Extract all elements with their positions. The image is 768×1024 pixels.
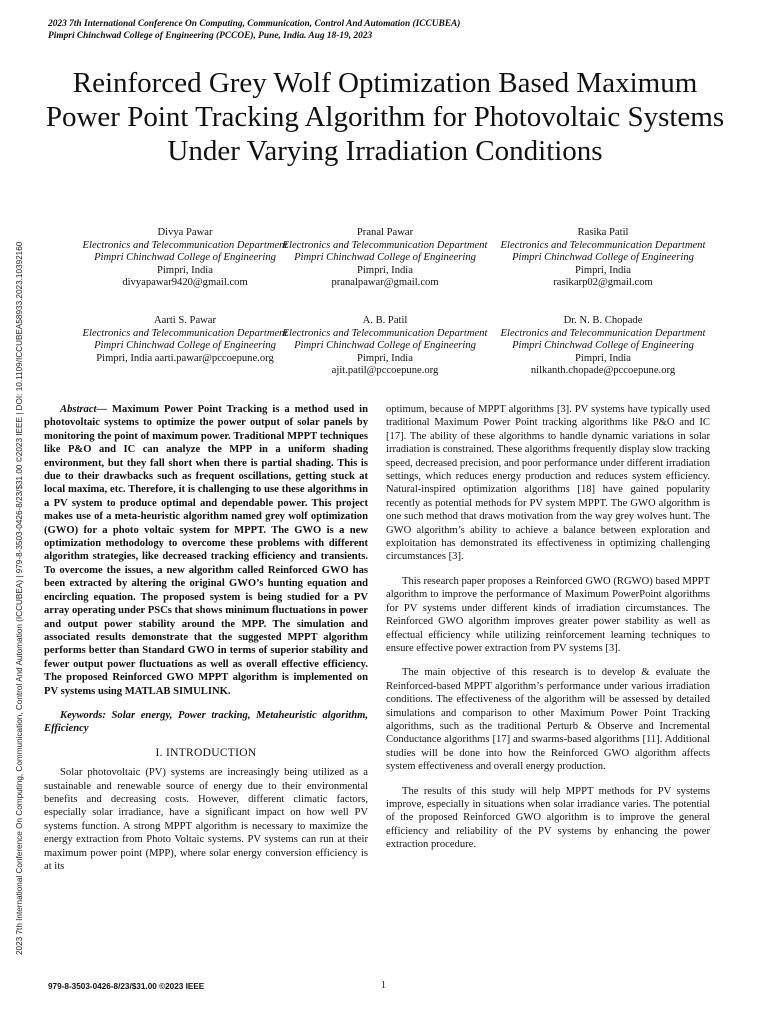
body-paragraph: The results of this study will help MPPT methods for PV systems improve, especially in situations when solar irradiance varies. The potential of the proposed Reinforced GWO algorithm is to improve the general efficiency and reliability of the PV systems by enhancing the power extraction procedure. [386,785,710,851]
author-block [70,315,300,365]
author-location: Pimpri, India [157,264,213,276]
page-number: 1 [381,980,386,991]
author-email: divyapawar9420@gmail.com [122,277,248,289]
body-paragraph: The main objective of this research is to develop & evaluate the Reinforced-based MPPT algorithm’s performance under various irradiation conditions. The effectiveness of the algorithm will be assessed by detailed simulations and comparison to other Maximum Power Point Tracking algorithms, such as the traditional Perturb & Observe and Incremental Conductance algorithms [17] and swarms-based algorithms [11]. Additional studies will be done into how the Reinforced GWO algorithm affects system effectiveness and overall energy production. [386,667,710,773]
author-college: Pimpri Chinchwad College of Engineering [94,340,276,352]
author-block [270,227,500,290]
author-college: Pimpri Chinchwad College of Engineering [512,252,694,264]
author-block [488,227,718,290]
paper-title: Reinforced Grey Wolf Optimization Based Maximum Power Point Tracking Algorithm for Photovoltaic Systems Under Varying Irradiation Conditions [45,67,725,167]
conference-header [48,18,460,42]
abstract-label: Abstract— [60,404,108,415]
author-email: rasikarp02@gmail.com [553,277,653,289]
author-location: Pimpri, India [575,264,631,276]
author-name: Rasika Patil [577,227,629,238]
footer-isbn: 979-8-3503-0426-8/23/$31.00 ©2023 IEEE [48,982,205,991]
author-department: Electronics and Telecommunication Department [282,239,488,251]
author-college: Pimpri Chinchwad College of Engineering [94,252,276,264]
intro-paragraph: Solar photovoltaic (PV) systems are increasingly being utilized as a sustainable and renewable source of energy due to their environmental benefits and decreasing costs. However, different climatic factors, especially solar irradiance, have a significant impact on how well PV systems function. A strong MPPT algorithm is necessary to maximize the energy extraction from Photo Voltaic systems. PV systems can run at their maximum power point (MPP), where solar energy conversion efficiency is at its [44,767,368,872]
author-block [270,315,500,378]
author-department: Electronics and Telecommunication Department [500,239,706,251]
right-column [386,403,710,863]
author-college: Pimpri Chinchwad College of Engineering [294,340,476,352]
author-name: A. B. Patil [362,315,408,326]
abstract [44,403,368,698]
author-name: Pranal Pawar [356,227,414,238]
author-college: Pimpri Chinchwad College of Engineering [294,252,476,264]
author-location: Pimpri, India [357,352,413,364]
keywords: Keywords: Solar energy, Power tracking, Metaheuristic algorithm, Efficiency [44,709,368,735]
abstract-text: Maximum Power Point Tracking is a method used in photovoltaic systems to optimize the power output of solar panels by monitoring the point of maximum power. Traditional MPPT techniques like P&O and IC can analyze the MPP in a uniform shading environment, but they fall short when there is partial shading. This is due to their drawbacks such as frequent oscillations, getting stuck at local maxima, etc. Therefore, it is challenging to use these algorithms in a PV system to produce optimal and dependable power. This project makes use of a meta-heuristic algorithm named grey wolf optimization (GWO) for a photo voltaic system for MPPT. The GWO is a new optimization methodology to overcome these problems with different algorithm strategies, like decreased tracking efficiency and transients. To overcome the issues, a new algorithm called Reinforced GWO has been extracted by altering the original GWO’s hunting equation and encircling equation. The proposed system is being studied for a PV array operating under PSCs that shows minimum fluctuations in power and output power stability around the MPP. The simulation and associated results demonstrate that the suggested MPPT algorithm performs better than Standard GWO in terms of superior stability and fewer output power fluctuations as well as overall effective efficiency. The proposed Reinforced GWO MPPT algorithm is implemented on PV systems using MATLAB SIMULINK. [44,404,369,697]
section-heading-introduction: I. INTRODUCTION [155,746,257,759]
author-department: Electronics and Telecommunication Department [282,327,488,339]
author-email: ajit.patil@pccoepune.org [331,365,439,377]
author-location: Pimpri, India aarti.pawar@pccoepune.org [96,352,274,364]
left-column [44,403,368,884]
conference-header-line1: 2023 7th International Conference On Computing, Communication, Control And Automation (ICCUBEA) [48,19,461,29]
author-block [70,227,300,290]
author-name: Dr. N. B. Chopade [563,315,643,326]
author-department: Electronics and Telecommunication Department [500,327,706,339]
author-college: Pimpri Chinchwad College of Engineering [512,340,694,352]
side-doi-text: 2023 7th International Conference On Computing, Communication, Control And Automation (ICCUBEA) | 979-8-3503-0426-8/23/$31.00 ©2023 IEEE | DOI: 10.1109/ICCUBEA58933.2023.10392160 [15,241,24,955]
author-email: nilkanth.chopade@pccoepune.org [530,365,676,377]
author-name: Aarti S. Pawar [153,315,217,326]
author-name: Divya Pawar [157,227,213,238]
author-block [488,315,718,378]
author-department: Electronics and Telecommunication Department [82,327,288,339]
author-department: Electronics and Telecommunication Department [82,239,288,251]
conference-header-line2: Pimpri Chinchwad College of Engineering (PCCOE), Pune, India. Aug 18-19, 2023 [48,31,373,41]
body-paragraph: optimum, because of MPPT algorithms [3]. PV systems have typically used traditional Maximum Power Point tracking algorithms like P&O and IC [17]. The ability of these algorithms to handle dynamic variations in solar irradiation is constrained. These algorithms frequently display slow tracking speed, decreased precision, and poor performance under different irradiation settings, which reduces energy production and reduces system efficiency. Natural-inspired optimization algorithms [18] have gained popularity recently as potential methods for PV system MPPT. The GWO algorithm is one such method that draws motivation from the way grey wolves hunt. The GWO algorithm’s ability to achieve a balance between exploration and exploitation has demonstrated its effectiveness in optimizing challenging circumstances [3]. [386,404,710,563]
body-paragraph: This research paper proposes a Reinforced GWO (RGWO) based MPPT algorithm to improve the performance of Maximum PowerPoint algorithms for PV systems under different kinds of irradiation circumstances. The Reinforced GWO algorithm improves greater power stability as well as effectual efficiency while utilizing reinforcement learning techniques to ensure effective power extraction from PV systems [3]. [386,575,710,654]
author-location: Pimpri, India [357,264,413,276]
author-email: pranalpawar@gmail.com [331,277,439,289]
author-location: Pimpri, India [575,352,631,364]
